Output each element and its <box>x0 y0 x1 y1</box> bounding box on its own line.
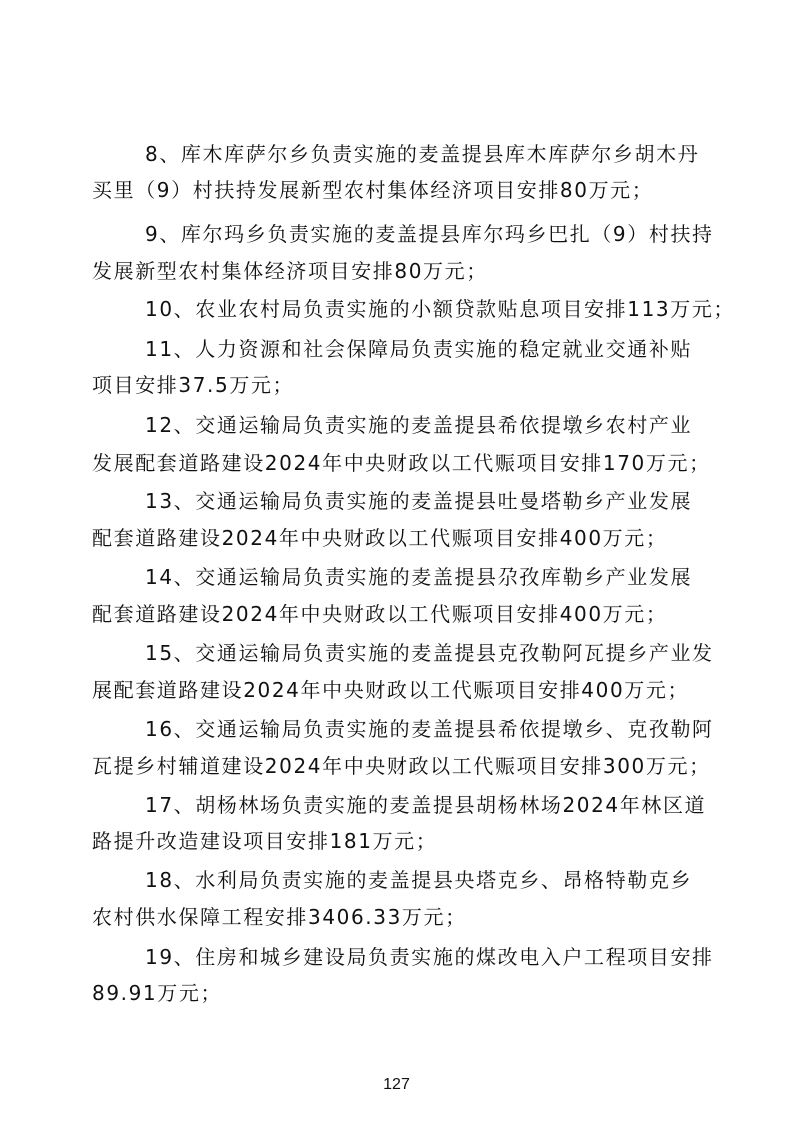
paragraph-9-line-1: 9、库尔玛乡负责实施的麦盖提县库尔玛乡巴扎（9）村扶持 <box>145 222 714 246</box>
paragraph-16-line-2: 瓦提乡村辅道建设2024年中央财政以工代赈项目安排300万元； <box>92 754 711 778</box>
paragraph-8-line-1: 8、库木库萨尔乡负责实施的麦盖提县库木库萨尔乡胡木丹 <box>145 142 700 166</box>
paragraph-18-line-2: 农村供水保障工程安排3406.33万元； <box>92 905 467 929</box>
paragraph-14-line-1: 14、交通运输局负责实施的麦盖提县尕孜库勒乡产业发展 <box>145 565 693 589</box>
paragraph-13-line-2: 配套道路建设2024年中央财政以工代赈项目安排400万元； <box>92 526 668 550</box>
paragraph-8-line-2: 买里（9）村扶持发展新型农村集体经济项目安排80万元； <box>92 178 654 202</box>
paragraph-11-line-1: 11、人力资源和社会保障局负责实施的稳定就业交通补贴 <box>145 337 693 361</box>
paragraph-17-line-2: 路提升改造建设项目安排181万元； <box>92 829 438 853</box>
paragraph-15-line-1: 15、交通运输局负责实施的麦盖提县克孜勒阿瓦提乡产业发 <box>145 641 714 665</box>
paragraph-16-line-1: 16、交通运输局负责实施的麦盖提县希依提墩乡、克孜勒阿 <box>145 717 714 741</box>
paragraph-12-line-1: 12、交通运输局负责实施的麦盖提县希依提墩乡农村产业 <box>145 413 693 437</box>
paragraph-18-line-1: 18、水利局负责实施的麦盖提县央塔克乡、昂格特勒克乡 <box>145 868 693 892</box>
paragraph-17-line-1: 17、胡杨林场负责实施的麦盖提县胡杨林场2024年林区道 <box>145 793 707 817</box>
paragraph-19-line-2: 89.91万元； <box>92 981 223 1005</box>
paragraph-12-line-2: 发展配套道路建设2024年中央财政以工代赈项目安排170万元； <box>92 451 711 475</box>
paragraph-19-line-1: 19、住房和城乡建设局负责实施的煤改电入户工程项目安排 <box>145 945 714 969</box>
page-number: 127 <box>383 1076 410 1093</box>
paragraph-13-line-1: 13、交通运输局负责实施的麦盖提县吐曼塔勒乡产业发展 <box>145 489 693 513</box>
paragraph-15-line-2: 展配套道路建设2024年中央财政以工代赈项目安排400万元； <box>92 678 690 702</box>
paragraph-14-line-2: 配套道路建设2024年中央财政以工代赈项目安排400万元； <box>92 602 668 626</box>
paragraph-9-line-2: 发展新型农村集体经济项目安排80万元； <box>92 259 488 283</box>
paragraph-10-line-1: 10、农业农村局负责实施的小额贷款贴息项目安排113万元； <box>145 297 736 321</box>
paragraph-11-line-2: 项目安排37.5万元； <box>92 373 295 397</box>
